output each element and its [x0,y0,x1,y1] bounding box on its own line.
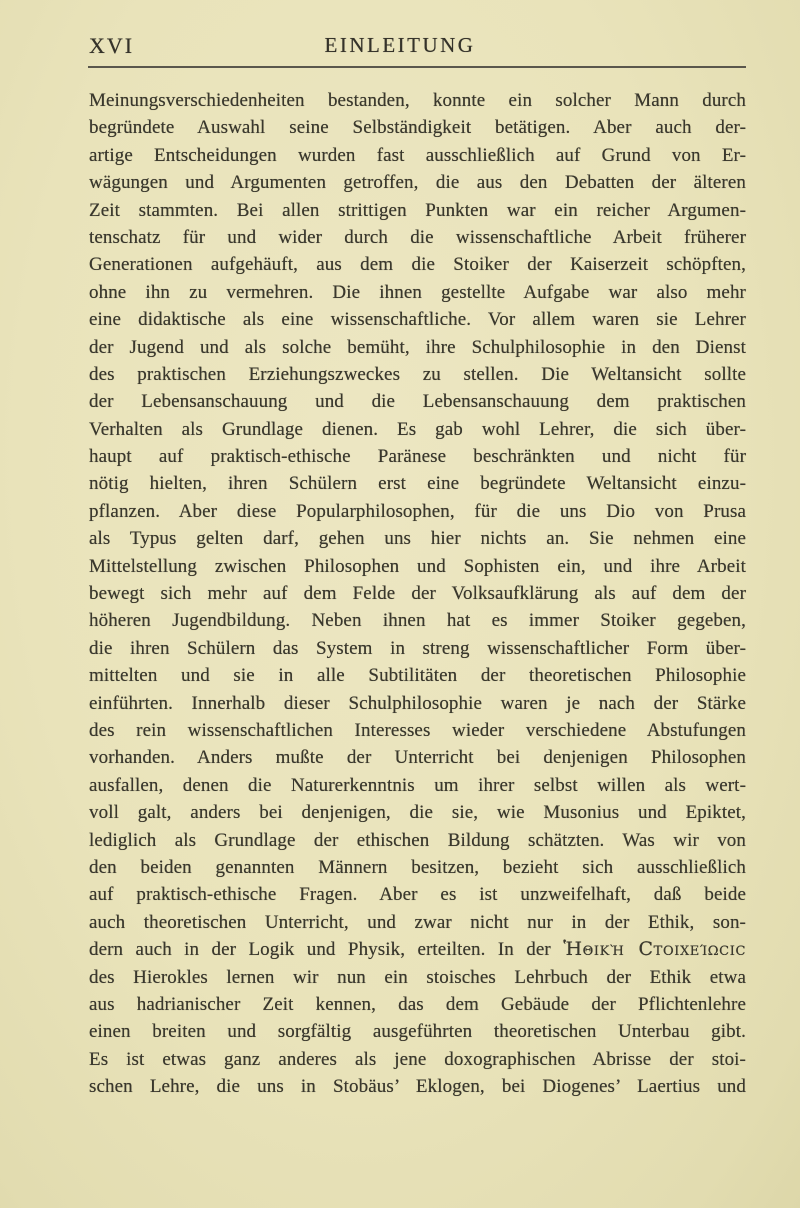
text-line: auch theoretischen Unterricht, und zwar nicht nur in der Ethik, son- [89,911,746,933]
text-line: den beiden genannten Männern besitzen, bezieht sich ausschließlich [89,856,746,878]
text-line: mittelten und sie in alle Subtilitäten der theoretischen Philosophie [89,665,746,687]
running-title: EINLEITUNG [324,33,476,57]
text-line: Generationen aufgehäuft, aus dem die Stoiker der Kaiserzeit schöpften, [89,254,746,276]
text-line: des praktischen Erziehungszweckes zu stellen. Die Weltansicht sollte [89,363,746,385]
text-line: tenschatz für und wider durch die wissenschaftliche Arbeit früherer [89,226,746,248]
header-rule [88,66,746,68]
text-line: eine didaktische als eine wissenschaftliche. Vor allem waren sie Lehrer [89,309,746,331]
text-line-segment: dern auch in der Logik und Physik, erteilten. In der [89,939,551,961]
text-line: artige Entscheidungen wurden fast ausschließlich auf Grund von Er- [89,144,746,166]
text-line: begründete Auswahl seine Selbständigkeit betätigen. Aber auch der- [89,117,746,139]
page-header [0,33,800,63]
text-line: aus hadrianischer Zeit kennen, das dem Gebäude der Pflichtenlehre [89,993,746,1015]
text-line: Es ist etwas ganz anderes als jene doxographischen Abrisse der stoi- [89,1048,746,1070]
text-line: höheren Jugendbildung. Neben ihnen hat es immer Stoiker gegeben, [89,610,746,632]
body-text [89,87,746,1100]
text-line: vorhanden. Anders mußte der Unterricht bei denjenigen Philosophen [89,747,746,769]
text-line: auf praktisch-ethische Fragen. Aber es ist unzweifelhaft, daß beide [89,884,746,906]
text-line: haupt auf praktisch-ethische Paränese beschränkten und nicht für [89,446,746,468]
text-line: bewegt sich mehr auf dem Felde der Volksaufklärung als auf dem der [89,583,746,605]
page-number: XVI [89,33,135,58]
text-line: ausfallen, denen die Naturerkenntnis um ihrer selbst willen als wert- [89,774,746,796]
text-line: voll galt, anders bei denjenigen, die sie, wie Musonius und Epiktet, [89,802,746,824]
text-line: des Hierokles lernen wir nun ein stoisches Lehrbuch der Ethik etwa [89,966,746,988]
greek-work-title: Ἡθικὴ Ϲτοιχείωϲιϲ [563,938,746,961]
text-line: ohne ihn zu vermehren. Die ihnen gestellte Aufgabe war also mehr [89,281,746,303]
text-line: die ihren Schülern das System in streng wissenschaftlicher Form über- [89,637,746,659]
text-line: als Typus gelten darf, gehen uns hier nichts an. Sie nehmen eine [89,528,746,550]
text-line: Mittelstellung zwischen Philosophen und Sophisten ein, und ihre Arbeit [89,555,746,577]
text-line [89,936,746,963]
text-line: Verhalten als Grundlage dienen. Es gab wohl Lehrer, die sich über- [89,418,746,440]
text-line: nötig hielten, ihren Schülern erst eine begründete Weltansicht einzu- [89,473,746,495]
text-line: der Jugend und als solche bemüht, ihre Schulphilosophie in den Dienst [89,336,746,358]
text-line: Zeit stammten. Bei allen strittigen Punkten war ein reicher Argumen- [89,199,746,221]
text-line: Meinungsverschiedenheiten bestanden, konnte ein solcher Mann durch [89,90,746,111]
text-line: schen Lehre, die uns in Stobäus’ Eklogen, bei Diogenes’ Laertius und [89,1076,746,1098]
text-line: wägungen und Argumenten getroffen, die aus den Debatten der älteren [89,172,746,194]
text-line: einen breiten und sorgfältig ausgeführten theoretischen Unterbau gibt. [89,1021,746,1043]
text-line: des rein wissenschaftlichen Interesses wieder verschiedene Abstufungen [89,719,746,741]
text-line: pflanzen. Aber diese Popularphilosophen, für die uns Dio von Prusa [89,500,746,522]
text-line: einführten. Innerhalb dieser Schulphilosophie waren je nach der Stärke [89,692,746,714]
text-line: lediglich als Grundlage der ethischen Bildung schätzten. Was wir von [89,829,746,851]
text-line: der Lebensanschauung und die Lebensanschauung dem praktischen [89,391,746,413]
